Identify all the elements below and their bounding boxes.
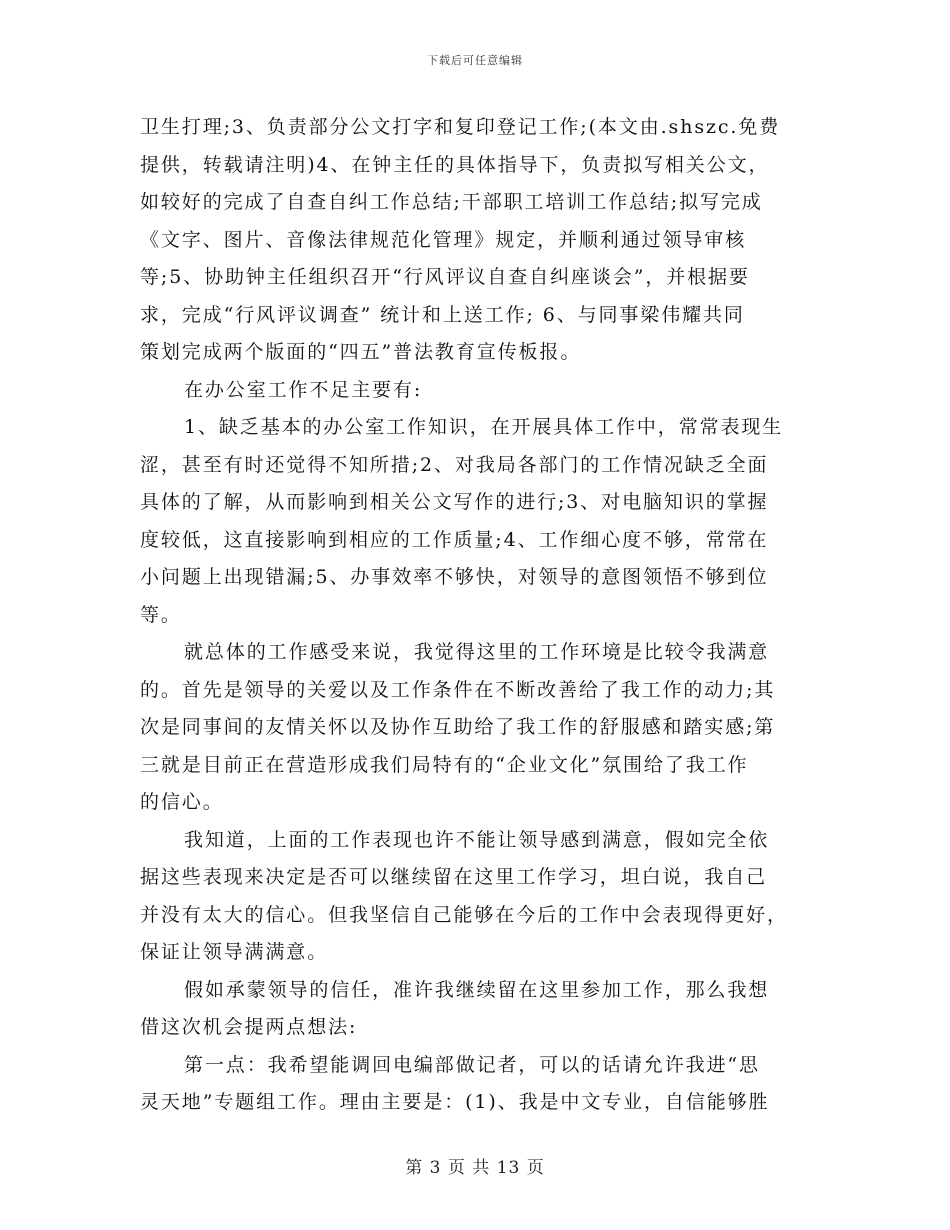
text-line: 求，完成“行风评议调查” 统计和上送工作; 6、与同事梁伟耀共同 xyxy=(140,303,745,326)
text-line: 的。首先是领导的关爱以及工作条件在不断改善给了我工作的动力;其 xyxy=(140,678,776,701)
text-line: 第一点：我希望能调回电编部做记者，可以的话请允许我进“思 xyxy=(184,1053,760,1076)
text-line: 保证让领导满满意。 xyxy=(140,941,329,963)
text-line: 《文字、图片、音像法律规范化管理》规定，并顺利通过领导审核 xyxy=(140,228,747,251)
text-line: 借这次机会提两点想法: xyxy=(140,1016,358,1038)
text-line: 涩，甚至有时还觉得不知所措;2、对我局各部门的工作情况缺乏全面 xyxy=(140,453,769,476)
text-line: 假如承蒙领导的信任，准许我继续留在这里参加工作，那么我想 xyxy=(184,978,770,1001)
text-line: 具体的了解，从而影响到相关公文写作的进行;3、对电脑知识的掌握 xyxy=(140,491,769,513)
page-number: 第 3 页 共 13 页 xyxy=(405,1158,545,1178)
text-line: 策划完成两个版面的“四五”普法教育宣传板报。 xyxy=(140,341,582,363)
page-header: 下载后可任意编辑 xyxy=(427,54,523,67)
text-line: 的信心。 xyxy=(140,791,224,813)
text-line: 在办公室工作不足主要有: xyxy=(184,378,423,401)
text-line: 如较好的完成了自查自纠工作总结;干部职工培训工作总结;拟写完成 xyxy=(140,191,763,213)
text-line: 次是同事间的友情关怀以及协作互助给了我工作的舒服感和踏实感;第 xyxy=(140,716,776,738)
text-line: 等;5、协助钟主任组织召开“行风评议自查自纠座谈会”，并根据要 xyxy=(140,266,750,288)
text-line: 度较低，这直接影响到相应的工作质量;4、工作细心度不够，常常在 xyxy=(140,528,769,551)
text-line: 卫生打理;3、负责部分公文打字和复印登记工作;(本文由.shszc.免费 xyxy=(140,116,781,138)
document-body xyxy=(140,109,812,1122)
text-line: 提供，转载请注明)4、在钟主任的具体指导下，负责拟写相关公文， xyxy=(140,153,770,176)
text-line: 灵天地”专题组工作。理由主要是：(1)、我是中文专业，自信能够胜 xyxy=(140,1091,770,1113)
text-line: 据这些表现来决定是否可以继续留在这里工作学习，坦白说，我自己 xyxy=(140,866,768,888)
text-line: 1、缺乏基本的办公室工作知识，在开展具体工作中，常常表现生 xyxy=(184,416,784,438)
text-line: 并没有太大的信心。但我坚信自己能够在今后的工作中会表现得更好， xyxy=(140,903,788,926)
text-line: 小问题上出现错漏;5、办事效率不够快，对领导的意图领悟不够到位 xyxy=(140,566,769,588)
text-line: 就总体的工作感受来说，我觉得这里的工作环境是比较令我满意 xyxy=(184,641,770,663)
text-line: 等。 xyxy=(140,603,182,626)
text-line: 我知道，上面的工作表现也许不能让领导感到满意，假如完全依 xyxy=(184,828,770,851)
text-line: 三就是目前正在营造形成我们局特有的“企业文化”氛围给了我工作 xyxy=(140,753,749,776)
